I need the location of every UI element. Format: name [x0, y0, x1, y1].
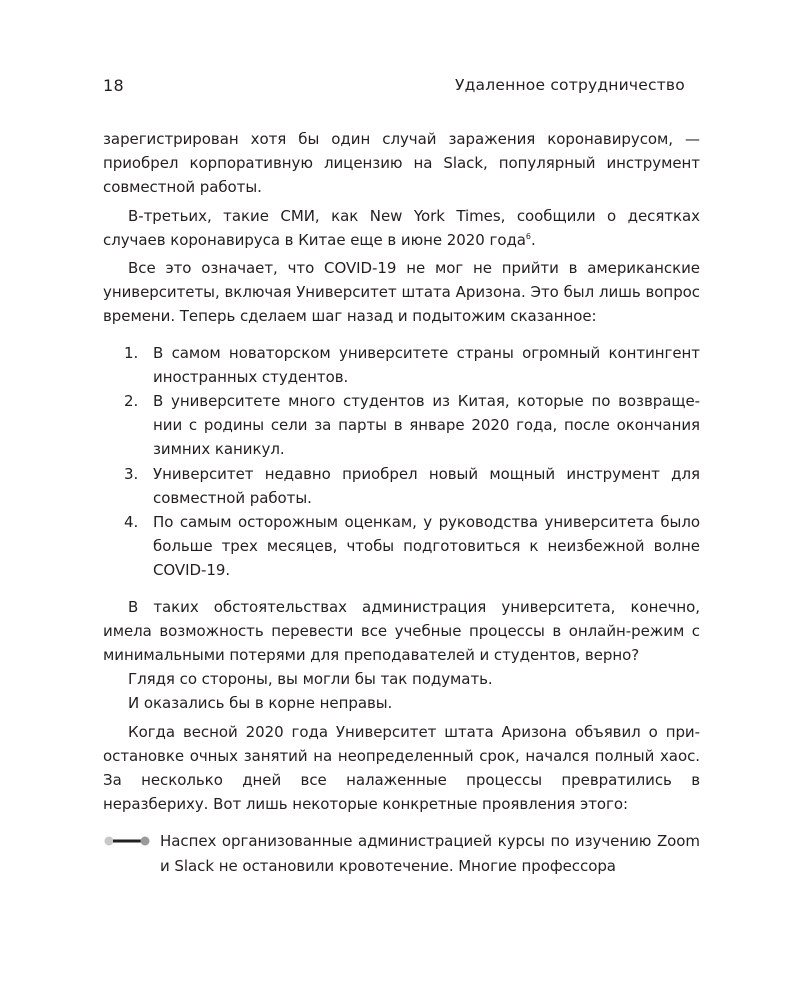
- page-body: [103, 127, 700, 878]
- bullet-item-text: Наспех организованные администрацией курсы по изучению Zoom и Slack не остановили кровотечение. Многие профессора: [160, 832, 700, 875]
- list-item-text: Университет недавно приобрел новый мощный инструмент для совместной работы.: [153, 464, 700, 507]
- paragraph-4: В таких обстоятельствах администрация университета, конечно, имела возможность перевести все учебные процессы в онлайн-режим с минимальными потерями для преподавателей и студентов, верно?: [103, 597, 700, 665]
- paragraph-6: И оказались бы в корне неправы.: [128, 694, 393, 713]
- list-item: [103, 462, 700, 510]
- list-item-text: В университете много студентов из Китая, которые по возвраще-нии с родины сели за парты в январе 2020 года, после окончания зимних каникул.: [153, 392, 700, 459]
- list-item: [103, 510, 700, 583]
- list-item-text: По самым осторожным оценкам, у руководства университета было больше трех месяцев, чтобы подготовиться к неизбежной волне COVID-19.: [153, 513, 700, 580]
- running-title: Удаленное сотрудничество: [455, 76, 685, 94]
- list-item-number: 4.: [124, 513, 139, 532]
- list-item: [103, 341, 700, 389]
- bullet-item: [103, 829, 700, 877]
- list-item-number: 2.: [124, 392, 139, 411]
- list-item-number: 1.: [124, 343, 139, 362]
- summary-list: [103, 341, 700, 583]
- dots-line-bullet-icon: [103, 835, 151, 847]
- paragraph-1: зарегистрирован хотя бы один случай заражения коронавирусом, — приобрел корпоративную лицензию на Slack, популярный инструмент совместной работы.: [103, 130, 700, 197]
- footnote-ref: 6: [525, 231, 531, 241]
- paragraph-2-text: В-третьих, такие СМИ, как New York Times, сообщили о десятках случаев коронавируса в Китае еще в июне 2020 года: [103, 206, 700, 249]
- list-item-number: 3.: [124, 464, 139, 483]
- paragraph-2-end: .: [530, 230, 536, 249]
- page-number: 18: [103, 76, 124, 95]
- paragraph-5: Глядя со стороны, вы могли бы так подумать.: [128, 670, 493, 689]
- list-item: [103, 389, 700, 462]
- paragraph-7: Когда весной 2020 года Университет штата Аризона объявил о при-остановке очных занятий на неопределенный срок, начался полный хаос. За несколько дней все налаженные процессы превратились в неразбериху. Вот лишь некоторые конкретные проявления этого:: [103, 722, 700, 814]
- paragraph-3: Все это означает, что COVID-19 не мог не прийти в американские университеты, включая Университет штата Аризона. Это был лишь вопрос времени. Теперь сделаем шаг назад и подытожим сказанное:: [103, 259, 700, 326]
- paragraph-2: [103, 204, 700, 252]
- list-item-text: В самом новаторском университете страны огромный контингент иностранных студентов.: [153, 343, 700, 386]
